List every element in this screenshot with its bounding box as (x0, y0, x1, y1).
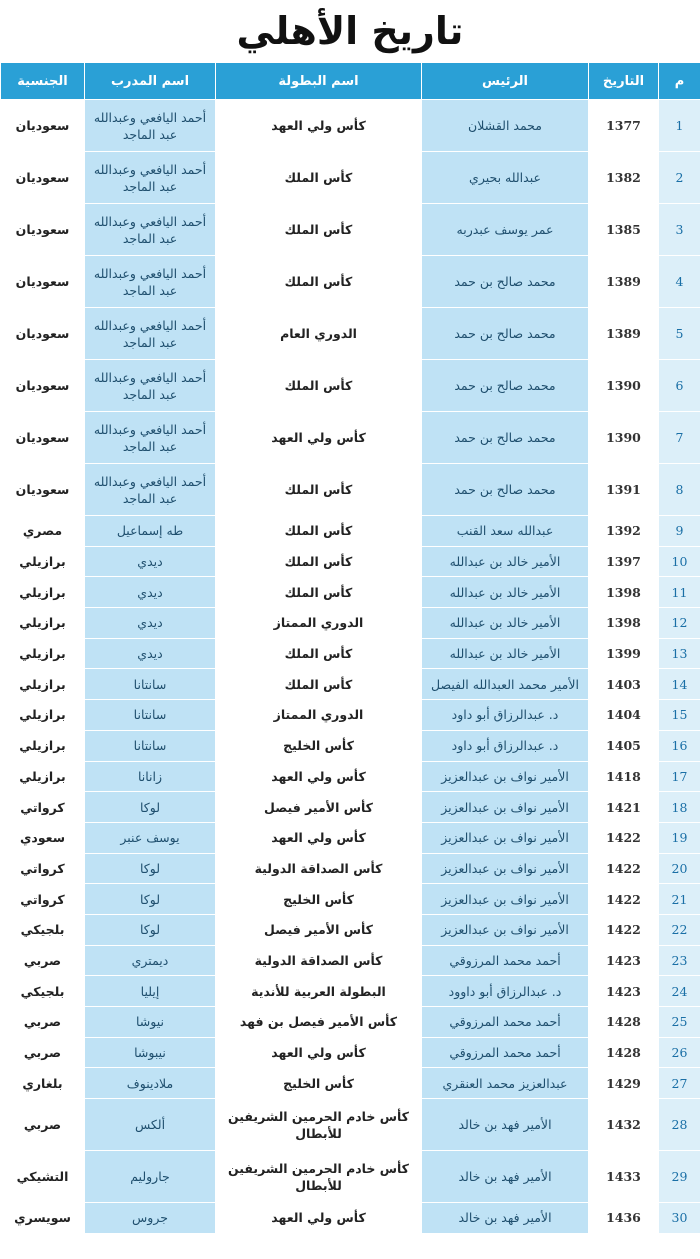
row-date: 1377 (589, 100, 659, 152)
table-row (1, 152, 700, 204)
row-president: الأمير فهد بن خالد (422, 1151, 589, 1203)
header-num: م (659, 63, 700, 100)
row-championship: كأس الملك (216, 516, 422, 547)
row-date: 1390 (589, 412, 659, 464)
row-nationality: بلجيكي (1, 976, 85, 1007)
row-coach: ديمتري (85, 945, 216, 976)
table-header-row (1, 63, 700, 100)
row-coach: إيليا (85, 976, 216, 1007)
row-championship: كأس الملك (216, 669, 422, 700)
row-president: عبدالعزيز محمد العنقري (422, 1068, 589, 1099)
table-row (1, 360, 700, 412)
row-president: أحمد محمد المرزوقي (422, 945, 589, 976)
table-row (1, 1037, 700, 1068)
row-date: 1433 (589, 1151, 659, 1203)
page-title: تاريخ الأهلي (236, 9, 464, 53)
row-number: 8 (659, 464, 700, 516)
table-row (1, 464, 700, 516)
row-championship: كأس ولي العهد (216, 1037, 422, 1068)
row-number: 18 (659, 792, 700, 823)
row-coach: أحمد اليافعي وعبدالله عبد الماجد (85, 360, 216, 412)
table-row (1, 546, 700, 577)
row-date: 1403 (589, 669, 659, 700)
row-date: 1428 (589, 1037, 659, 1068)
table-row (1, 761, 700, 792)
row-championship: الدوري الممتاز (216, 700, 422, 731)
row-date: 1436 (589, 1203, 659, 1234)
row-championship: كأس الملك (216, 577, 422, 608)
row-coach: سانتانا (85, 700, 216, 731)
table-row (1, 700, 700, 731)
table-row (1, 412, 700, 464)
table-row (1, 884, 700, 915)
table-row (1, 853, 700, 884)
row-championship: كأس الخليج (216, 1068, 422, 1099)
row-date: 1422 (589, 853, 659, 884)
row-nationality: برازيلي (1, 700, 85, 731)
row-coach: لوكا (85, 853, 216, 884)
row-nationality: مصري (1, 516, 85, 547)
row-coach: أحمد اليافعي وعبدالله عبد الماجد (85, 204, 216, 256)
row-president: الأمير خالد بن عبدالله (422, 608, 589, 639)
row-president: عمر يوسف عبدربه (422, 204, 589, 256)
row-nationality: سعودي (1, 822, 85, 853)
header-championship: اسم البطولة (216, 63, 422, 100)
row-number: 9 (659, 516, 700, 547)
row-nationality: صربي (1, 1007, 85, 1038)
row-number: 6 (659, 360, 700, 412)
row-coach: ملادينوف (85, 1068, 216, 1099)
row-number: 26 (659, 1037, 700, 1068)
row-championship: كأس ولي العهد (216, 412, 422, 464)
row-number: 17 (659, 761, 700, 792)
row-president: الأمير نواف بن عبدالعزيز (422, 884, 589, 915)
row-number: 20 (659, 853, 700, 884)
row-date: 1385 (589, 204, 659, 256)
row-number: 14 (659, 669, 700, 700)
row-nationality: كرواتي (1, 853, 85, 884)
row-championship: كأس ولي العهد (216, 100, 422, 152)
row-date: 1397 (589, 546, 659, 577)
row-date: 1404 (589, 700, 659, 731)
row-nationality: بلجيكي (1, 914, 85, 945)
row-nationality: برازيلي (1, 608, 85, 639)
row-president: محمد صالح بن حمد (422, 412, 589, 464)
row-nationality: برازيلي (1, 546, 85, 577)
row-date: 1389 (589, 256, 659, 308)
table-row (1, 308, 700, 360)
row-president: أحمد محمد المرزوقي (422, 1007, 589, 1038)
row-championship: كأس الأمير فيصل (216, 914, 422, 945)
history-table (0, 62, 700, 1234)
table-row (1, 1007, 700, 1038)
row-president: الأمير نواف بن عبدالعزيز (422, 822, 589, 853)
table-row (1, 1151, 700, 1203)
row-coach: جاروليم (85, 1151, 216, 1203)
table-row (1, 976, 700, 1007)
row-date: 1421 (589, 792, 659, 823)
row-championship: كأس الملك (216, 204, 422, 256)
row-nationality: بلغاري (1, 1068, 85, 1099)
table-row (1, 945, 700, 976)
row-date: 1391 (589, 464, 659, 516)
row-championship: كأس ولي العهد (216, 822, 422, 853)
table-row (1, 204, 700, 256)
row-championship: كأس الملك (216, 256, 422, 308)
row-championship: كأس خادم الحرمين الشريفين للأبطال (216, 1099, 422, 1151)
row-date: 1389 (589, 308, 659, 360)
row-date: 1429 (589, 1068, 659, 1099)
row-coach: أحمد اليافعي وعبدالله عبد الماجد (85, 152, 216, 204)
row-nationality: صربي (1, 945, 85, 976)
row-president: الأمير فهد بن خالد (422, 1099, 589, 1151)
row-coach: لوكا (85, 884, 216, 915)
row-nationality: سويسري (1, 1203, 85, 1234)
table-row (1, 1099, 700, 1151)
row-president: محمد صالح بن حمد (422, 464, 589, 516)
header-date: التاريخ (589, 63, 659, 100)
row-number: 3 (659, 204, 700, 256)
row-president: محمد صالح بن حمد (422, 360, 589, 412)
row-nationality: كرواتي (1, 884, 85, 915)
row-championship: كأس الصداقة الدولية (216, 945, 422, 976)
row-president: الأمير نواف بن عبدالعزيز (422, 914, 589, 945)
row-coach: نيبوشا (85, 1037, 216, 1068)
row-date: 1428 (589, 1007, 659, 1038)
row-nationality: برازيلي (1, 730, 85, 761)
row-number: 7 (659, 412, 700, 464)
row-number: 5 (659, 308, 700, 360)
row-date: 1422 (589, 884, 659, 915)
row-date: 1423 (589, 945, 659, 976)
row-number: 24 (659, 976, 700, 1007)
row-president: د. عبدالرزاق أبو داود (422, 730, 589, 761)
table-row (1, 914, 700, 945)
row-president: الأمير نواف بن عبدالعزيز (422, 761, 589, 792)
row-number: 21 (659, 884, 700, 915)
table-row (1, 1068, 700, 1099)
row-nationality: سعوديان (1, 308, 85, 360)
row-date: 1422 (589, 822, 659, 853)
row-championship: الدوري الممتاز (216, 608, 422, 639)
row-coach: أحمد اليافعي وعبدالله عبد الماجد (85, 412, 216, 464)
row-number: 16 (659, 730, 700, 761)
row-nationality: صربي (1, 1099, 85, 1151)
row-number: 2 (659, 152, 700, 204)
row-coach: طه إسماعيل (85, 516, 216, 547)
row-date: 1432 (589, 1099, 659, 1151)
row-president: محمد القشلان (422, 100, 589, 152)
row-president: أحمد محمد المرزوقي (422, 1037, 589, 1068)
table-row (1, 822, 700, 853)
header-coach: اسم المدرب (85, 63, 216, 100)
row-nationality: سعوديان (1, 360, 85, 412)
row-number: 19 (659, 822, 700, 853)
row-championship: كأس الملك (216, 546, 422, 577)
row-nationality: برازيلي (1, 577, 85, 608)
row-number: 15 (659, 700, 700, 731)
header-president: الرئيس (422, 63, 589, 100)
table-row (1, 638, 700, 669)
row-coach: ديدي (85, 577, 216, 608)
row-coach: جروس (85, 1203, 216, 1234)
row-president: الأمير خالد بن عبدالله (422, 546, 589, 577)
row-number: 1 (659, 100, 700, 152)
row-president: عبدالله بحيري (422, 152, 589, 204)
row-date: 1382 (589, 152, 659, 204)
header-nationality: الجنسية (1, 63, 85, 100)
row-coach: ديدي (85, 546, 216, 577)
row-date: 1422 (589, 914, 659, 945)
row-nationality: سعوديان (1, 152, 85, 204)
row-number: 4 (659, 256, 700, 308)
row-president: د. عبدالرزاق أبو داود (422, 700, 589, 731)
row-president: الأمير خالد بن عبدالله (422, 638, 589, 669)
row-nationality: برازيلي (1, 761, 85, 792)
row-championship: كأس خادم الحرمين الشريفين للأبطال (216, 1151, 422, 1203)
row-championship: البطولة العربية للأندية (216, 976, 422, 1007)
row-coach: يوسف عنبر (85, 822, 216, 853)
row-nationality: التشيكي (1, 1151, 85, 1203)
row-championship: كأس الملك (216, 464, 422, 516)
row-nationality: سعوديان (1, 204, 85, 256)
row-championship: كأس الخليج (216, 884, 422, 915)
row-number: 13 (659, 638, 700, 669)
row-nationality: سعوديان (1, 464, 85, 516)
row-nationality: برازيلي (1, 669, 85, 700)
row-coach: لوكا (85, 914, 216, 945)
row-president: الأمير نواف بن عبدالعزيز (422, 853, 589, 884)
row-date: 1398 (589, 577, 659, 608)
row-president: الأمير محمد العبدالله الفيصل (422, 669, 589, 700)
row-president: محمد صالح بن حمد (422, 256, 589, 308)
table-row (1, 577, 700, 608)
table-row (1, 608, 700, 639)
row-nationality: برازيلي (1, 638, 85, 669)
row-number: 23 (659, 945, 700, 976)
row-nationality: كرواتي (1, 792, 85, 823)
row-president: الأمير فهد بن خالد (422, 1203, 589, 1234)
row-coach: أحمد اليافعي وعبدالله عبد الماجد (85, 100, 216, 152)
row-coach: سانتانا (85, 730, 216, 761)
row-date: 1405 (589, 730, 659, 761)
row-championship: كأس الملك (216, 152, 422, 204)
row-number: 22 (659, 914, 700, 945)
row-number: 30 (659, 1203, 700, 1234)
row-date: 1390 (589, 360, 659, 412)
row-number: 25 (659, 1007, 700, 1038)
row-championship: كأس ولي العهد (216, 761, 422, 792)
row-nationality: سعوديان (1, 256, 85, 308)
row-coach: أحمد اليافعي وعبدالله عبد الماجد (85, 256, 216, 308)
row-number: 12 (659, 608, 700, 639)
row-coach: لوكا (85, 792, 216, 823)
row-nationality: سعوديان (1, 412, 85, 464)
row-president: عبدالله سعد القنب (422, 516, 589, 547)
row-number: 10 (659, 546, 700, 577)
table-row (1, 669, 700, 700)
row-championship: الدوري العام (216, 308, 422, 360)
row-coach: ديدي (85, 638, 216, 669)
row-championship: كأس الملك (216, 360, 422, 412)
row-president: الأمير نواف بن عبدالعزيز (422, 792, 589, 823)
row-championship: كأس الصداقة الدولية (216, 853, 422, 884)
row-number: 29 (659, 1151, 700, 1203)
row-coach: أحمد اليافعي وعبدالله عبد الماجد (85, 464, 216, 516)
row-president: الأمير خالد بن عبدالله (422, 577, 589, 608)
table-row (1, 792, 700, 823)
row-championship: كأس الأمير فيصل بن فهد (216, 1007, 422, 1038)
row-coach: نيوشا (85, 1007, 216, 1038)
row-championship: كأس الأمير فيصل (216, 792, 422, 823)
row-number: 27 (659, 1068, 700, 1099)
row-date: 1399 (589, 638, 659, 669)
row-championship: كأس ولي العهد (216, 1203, 422, 1234)
table-row (1, 256, 700, 308)
row-number: 11 (659, 577, 700, 608)
table-row (1, 1203, 700, 1234)
table-row (1, 730, 700, 761)
row-coach: ألكس (85, 1099, 216, 1151)
row-coach: ديدي (85, 608, 216, 639)
row-coach: زانانا (85, 761, 216, 792)
table-row (1, 516, 700, 547)
row-president: د. عبدالرزاق أبو داوود (422, 976, 589, 1007)
row-championship: كأس الخليج (216, 730, 422, 761)
row-president: محمد صالح بن حمد (422, 308, 589, 360)
row-date: 1398 (589, 608, 659, 639)
row-number: 28 (659, 1099, 700, 1151)
row-date: 1392 (589, 516, 659, 547)
row-coach: أحمد اليافعي وعبدالله عبد الماجد (85, 308, 216, 360)
table-row (1, 100, 700, 152)
row-championship: كأس الملك (216, 638, 422, 669)
row-date: 1418 (589, 761, 659, 792)
row-coach: سانتانا (85, 669, 216, 700)
row-nationality: صربي (1, 1037, 85, 1068)
row-date: 1423 (589, 976, 659, 1007)
row-nationality: سعوديان (1, 100, 85, 152)
